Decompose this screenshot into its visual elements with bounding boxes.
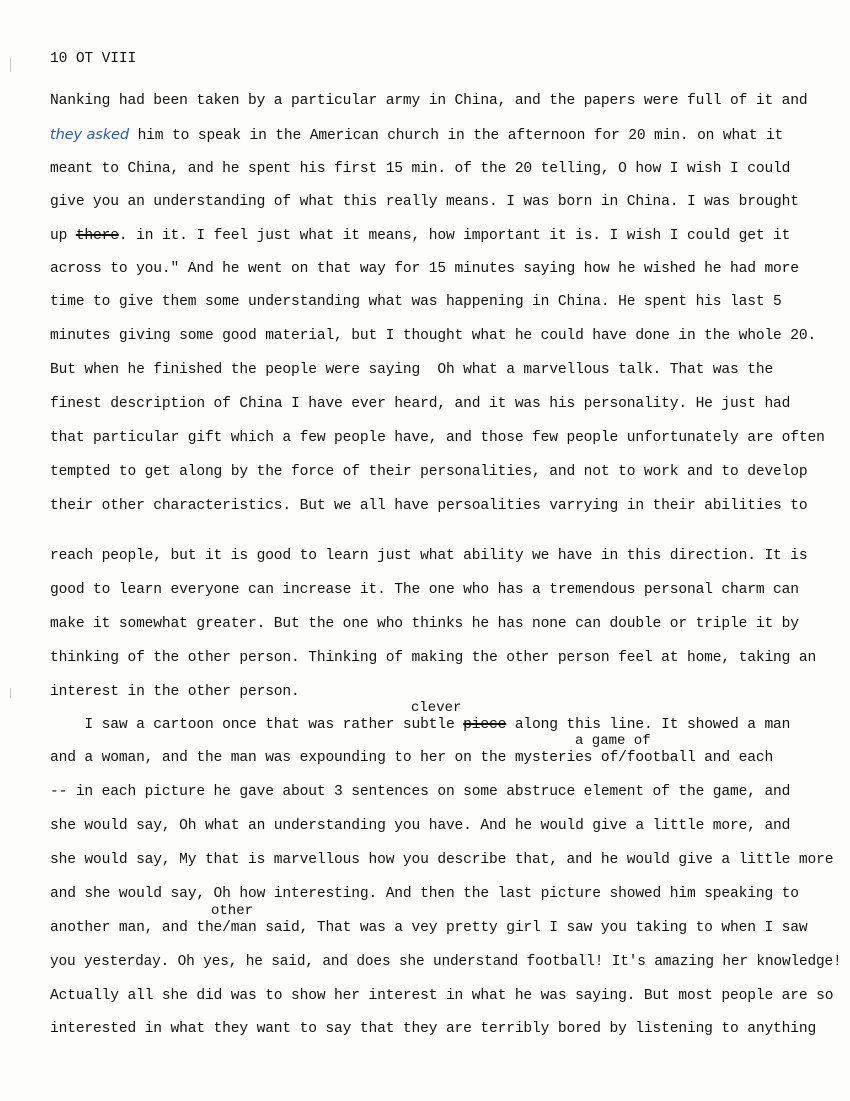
handwritten-annotation: they asked xyxy=(50,126,129,143)
insertion-game-of: a game of xyxy=(575,733,651,749)
insertion-other: other xyxy=(211,903,254,919)
text-line xyxy=(50,126,783,145)
text-line: But when he finished the people were saying Oh what a marvellous talk. That was the xyxy=(50,362,774,378)
page-header: 10 OT VIII xyxy=(50,51,137,67)
text-segment: him to speak in the American church in the afternoon for 20 min. on what it xyxy=(137,128,784,144)
text-line: good to learn everyone can increase it. The one who has a tremendous personal charm can xyxy=(50,582,799,598)
text-line: interested in what they want to say that they are terribly bored by listening to anything xyxy=(50,1021,817,1037)
text-line: meant to China, and he spent his first 15 min. of the 20 telling, O how I wish I could xyxy=(50,161,791,177)
text-line: across to you." And he went on that way for 15 minutes saying how he wished he had more xyxy=(50,261,799,277)
text-line: you yesterday. Oh yes, he said, and does she understand football! It's amazing her knowledge! xyxy=(50,954,842,970)
text-line: thinking of the other person. Thinking of making the other person feel at home, taking an xyxy=(50,650,817,666)
insertion-clever: clever xyxy=(411,700,462,716)
text-line xyxy=(50,227,790,245)
text-line: she would say, Oh what an understanding you have. And he would give a little more, and xyxy=(50,818,791,834)
text-line: time to give them some understanding what was happening in China. He spent his last 5 xyxy=(50,294,782,310)
text-line: and she would say, Oh how interesting. And then the last picture showed him speaking to xyxy=(50,886,799,902)
text-line: reach people, but it is good to learn just what ability we have in this direction. It is xyxy=(50,548,808,564)
text-line: finest description of China I have ever heard, and it was his personality. He just had xyxy=(50,396,791,412)
scan-edge-mark xyxy=(10,58,11,72)
struck-word: piece xyxy=(463,717,507,733)
text-line: their other characteristics. But we all have persoalities varrying in their abilities to xyxy=(50,498,808,514)
text-line: Actually all she did was to show her interest in what he was saying. But most people are so xyxy=(50,988,834,1004)
text-line: and a woman, and the man was expounding to her on the mysteries of/football and each xyxy=(50,750,774,766)
text-line: she would say, My that is marvellous how you describe that, and he would give a little more xyxy=(50,852,834,868)
text-line xyxy=(50,716,790,734)
text-line: give you an understanding of what this really means. I was born in China. I was brought xyxy=(50,194,799,210)
text-line: tempted to get along by the force of their personalities, and not to work and to develop xyxy=(50,464,808,480)
text-segment: up xyxy=(50,228,68,244)
text-line: -- in each picture he gave about 3 sentences on some abstruce element of the game, and xyxy=(50,784,791,800)
text-line: make it somewhat greater. But the one who thinks he has none can double or triple it by xyxy=(50,616,799,632)
text-segment: I saw a cartoon once that was rather subtle xyxy=(50,717,455,733)
text-line: interest in the other person. xyxy=(50,684,300,700)
text-segment: along this line. It showed a man xyxy=(514,717,791,733)
scan-edge-mark xyxy=(10,688,11,698)
text-line: another man, and the/man said, That was a vey pretty girl I saw you taking to when I saw xyxy=(50,920,808,936)
text-segment: . in it. I feel just what it means, how important it is. I wish I could get it xyxy=(118,228,791,244)
text-line: that particular gift which a few people have, and those few people unfortunately are often xyxy=(50,430,825,446)
struck-word: there xyxy=(75,228,119,244)
text-line: minutes giving some good material, but I thought what he could have done in the whole 20. xyxy=(50,328,817,344)
text-line: Nanking had been taken by a particular army in China, and the papers were full of it and xyxy=(50,93,808,109)
